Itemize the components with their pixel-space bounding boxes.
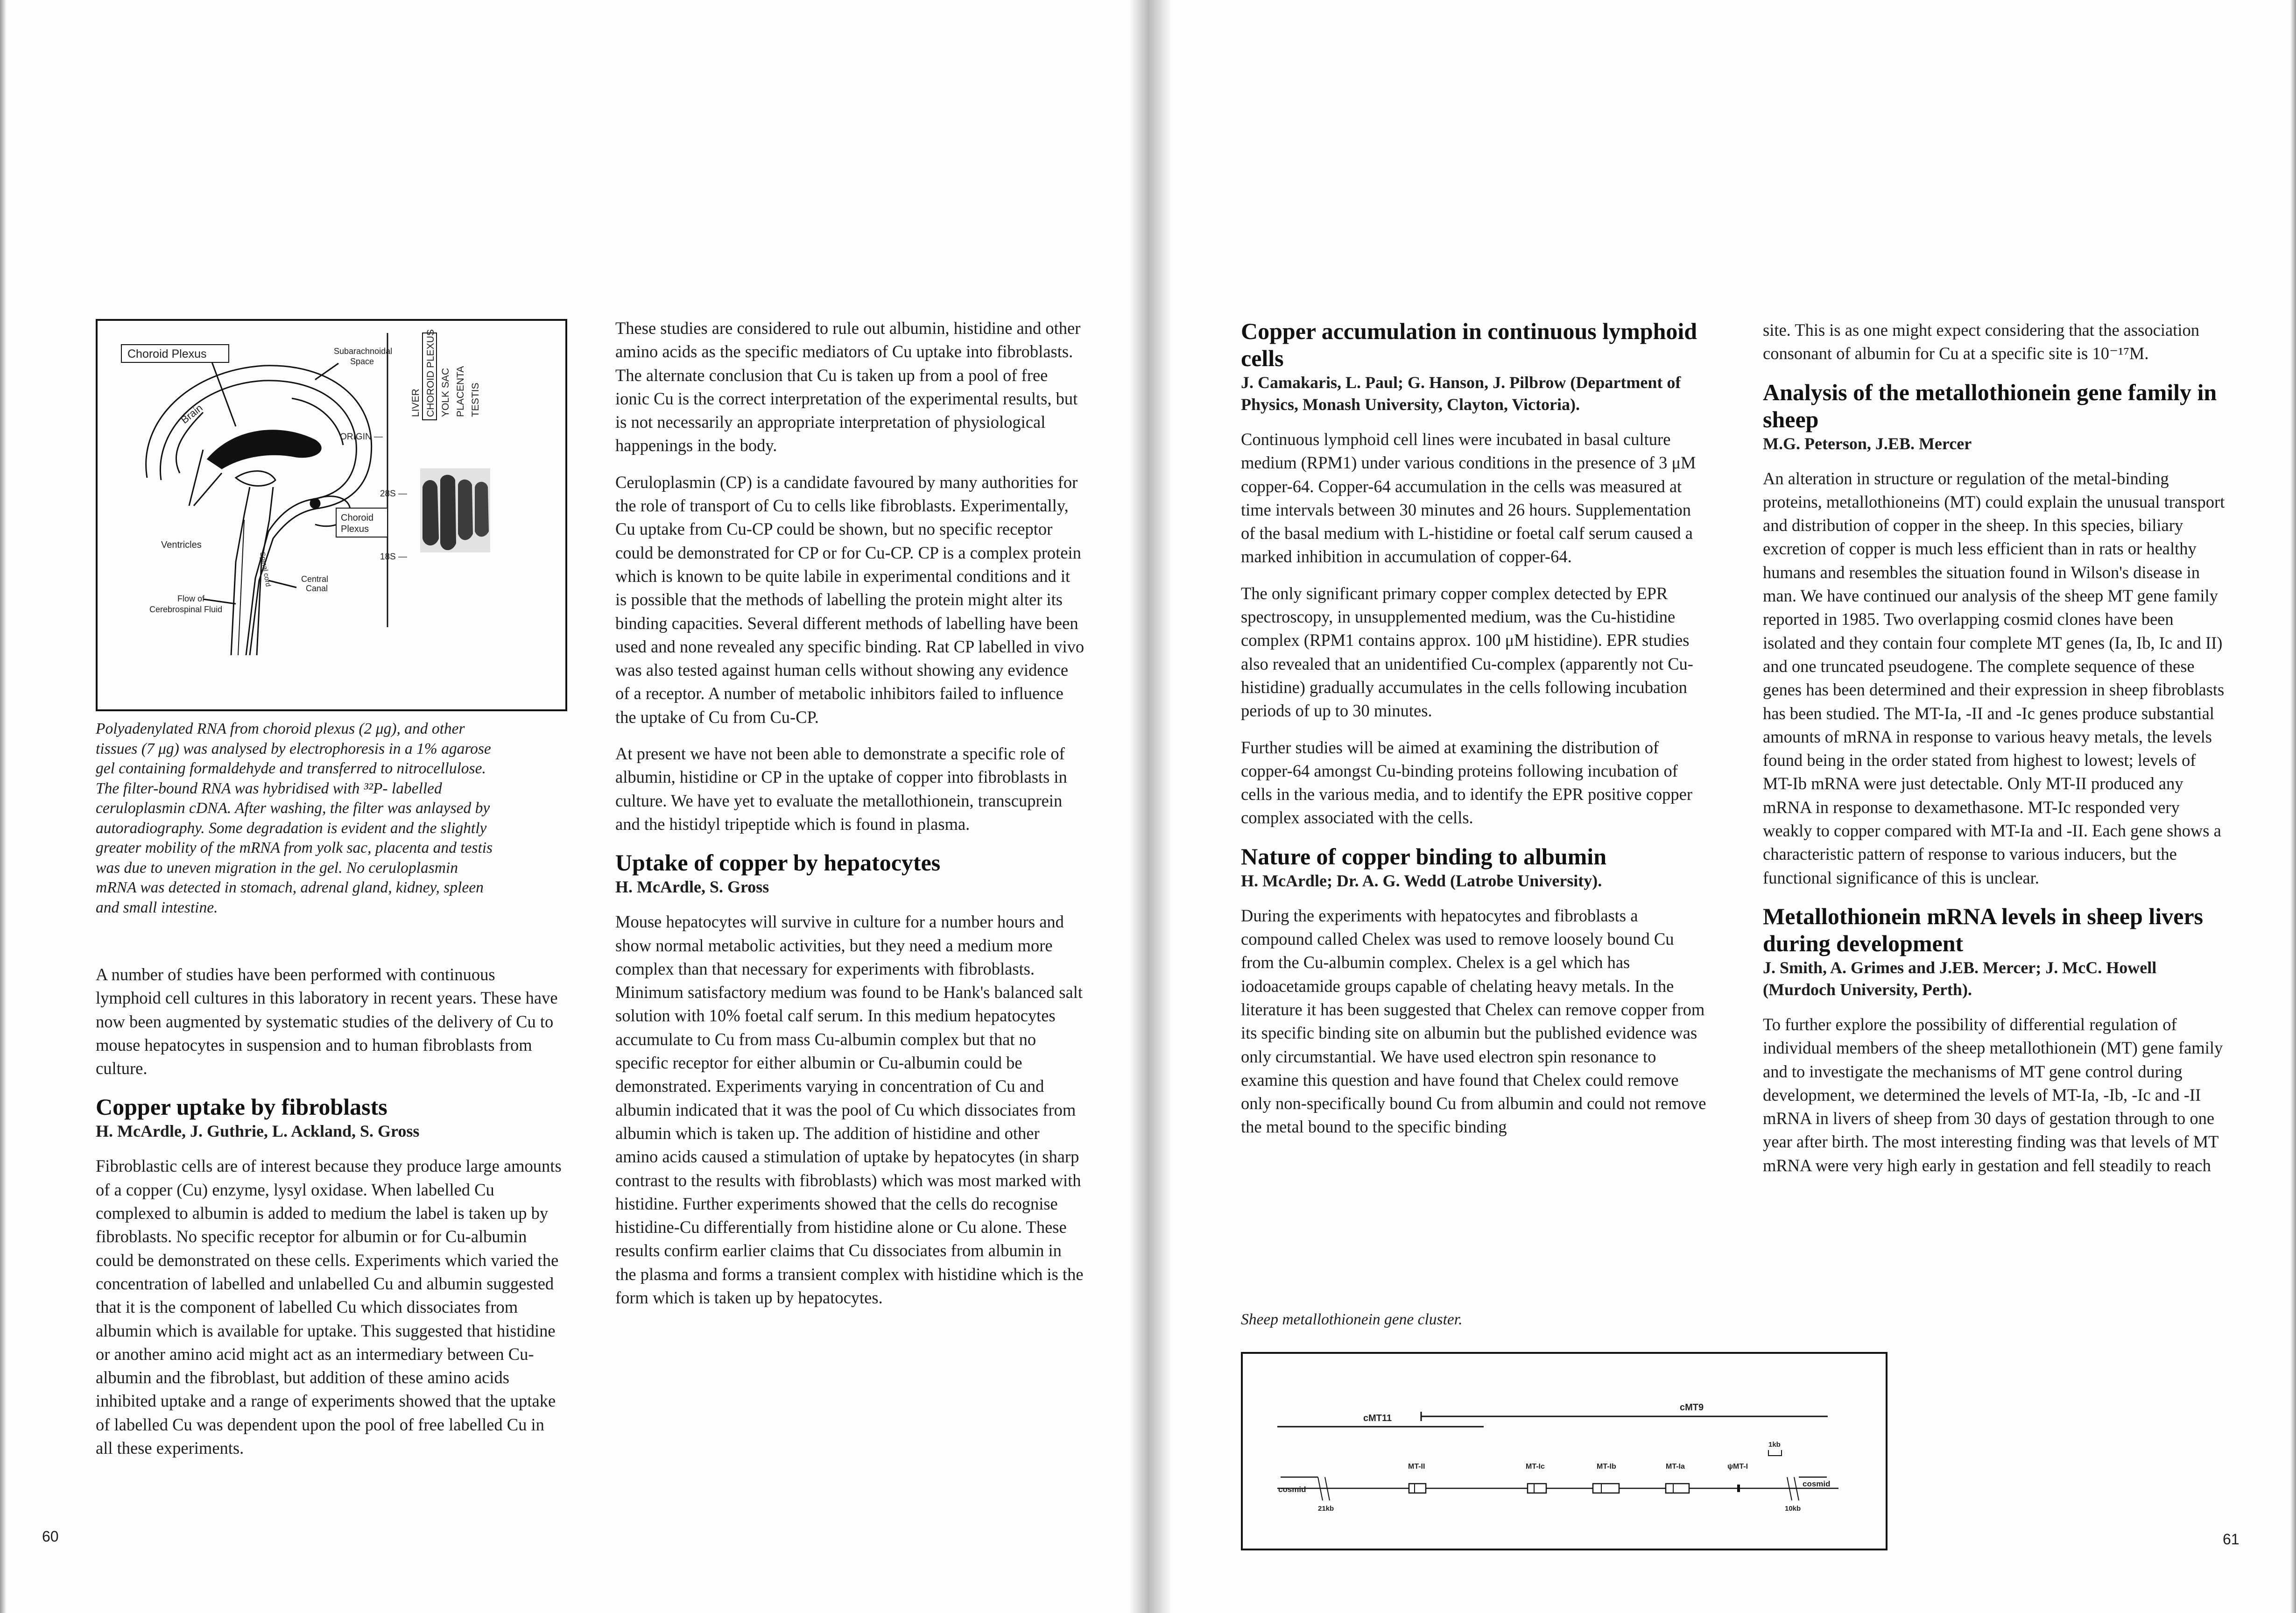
label-spinal: Spinal cord xyxy=(258,551,272,587)
gene-box-mt-ib xyxy=(1593,1484,1619,1493)
label-central-1: Central xyxy=(301,574,329,584)
authors-fibroblasts: H. McArdle, J. Guthrie, L. Ackland, S. Gross xyxy=(96,1122,420,1141)
cosmid-right-label: cosmid xyxy=(1803,1479,1831,1488)
page-number-right: 61 xyxy=(2223,1531,2240,1548)
gutter-shadow-left xyxy=(1129,0,1148,1613)
left-column-2 xyxy=(615,317,1085,1323)
gene-label-mt-ia: MT-Ia xyxy=(1666,1463,1685,1471)
lane-label-testis: TESTIS xyxy=(470,382,481,417)
kb-right-label: 10kb xyxy=(1785,1505,1801,1513)
marker-origin: ORIGIN — xyxy=(340,432,383,442)
caption-line: and small intestine. xyxy=(96,898,218,916)
label-brain: Brain xyxy=(178,402,205,426)
cmt11-label: cMT11 xyxy=(1363,1413,1392,1423)
albumin-paragraph: During the experiments with hepatocytes and fibroblasts a compound called Chelex was used to remove loosely bound Cu from the Cu-albumin complex. Chelex is a gel which has iodoacetamide groups capable of chelating heavy metals. In the literature it has been suggested that Chelex can remove copper from its specific binding site on albumin but the published evidence was only circumstantial. We have used electron spin resonance to examine this question and have found that Chelex could remove only non-specifically bound Cu from albumin and could not remove the metal bound to the specific binding xyxy=(1241,906,1706,1137)
lane-label-placenta: PLACENTA xyxy=(455,366,466,417)
gene-label-mt-ic: MT-Ic xyxy=(1526,1463,1545,1471)
caption-line: gel containing formaldehyde and transferred to nitrocellulose. xyxy=(96,760,486,777)
figure1-caption xyxy=(96,719,544,918)
figure2-caption-text: Sheep metallothionein gene cluster. xyxy=(1241,1311,1463,1328)
col2-paragraph-2: Ceruloplasmin (CP) is a candidate favoured by many authorities for the role of transport of Cu to cells like fibroblasts. Experimentally, Cu uptake from Cu-CP could be shown, but no specific receptor could be demonstrated for CP or for Cu-CP. CP is a complex protein which is known to be quite labile in experimental conditions and it is possible that the methods of labelling the protein might alter its binding capacities. Several different methods of labelling have been used and none revealed any specific binding. Rat CP labelled in vivo was also tested against human cells without showing any evidence of a receptor. A number of metabolic inhibitors failed to influence the uptake of Cu from Cu-CP. xyxy=(615,472,1085,727)
caption-line: Polyadenylated RNA from choroid plexus (2 μg), and other xyxy=(96,720,465,737)
choroid-top-pointer xyxy=(210,357,236,426)
cmt9-label: cMT9 xyxy=(1680,1402,1704,1413)
col2-paragraph-3: At present we have not been able to demonstrate a specific role of albumin, histidine or CP in the uptake of copper into fibroblasts in culture. We have yet to evaluate the metallothionein, transcuprein and the histidyl tripeptide which is found in plasma. xyxy=(615,744,1067,834)
marker-18s: 18S — xyxy=(380,552,407,562)
ventricle-pointer-2 xyxy=(194,473,222,506)
gene-label-mt-ii: MT-II xyxy=(1408,1463,1425,1471)
heading-fibroblasts: Copper uptake by fibroblasts xyxy=(96,1094,387,1120)
page-number-left: 60 xyxy=(42,1528,59,1545)
caption-line: mRNA was detected in stomach, adrenal gland, kidney, spleen xyxy=(96,879,484,896)
caption-line: ceruloplasmin cDNA. After washing, the filter was anlaysed by xyxy=(96,799,490,817)
heading-mt-development: Metallothionein mRNA levels in sheep livers during development xyxy=(1763,903,2203,956)
spinal-cord-left xyxy=(231,487,250,655)
lateral-ventricle xyxy=(208,431,321,468)
label-choroid-right-1: Choroid xyxy=(341,513,374,523)
heading-hepatocytes: Uptake of copper by hepatocytes xyxy=(615,849,941,876)
choroid-plexus-dot xyxy=(310,499,320,508)
cosmid-left-label: cosmid xyxy=(1278,1485,1306,1494)
gene-cluster-frame xyxy=(1242,1353,1887,1549)
gene-box-mt-ii xyxy=(1409,1484,1426,1493)
figure-gene-cluster xyxy=(1241,1352,1888,1550)
lane-label-yolk-sac: YOLK SAC xyxy=(440,368,451,417)
right-edge-shadow xyxy=(2290,0,2296,1613)
col2-paragraph-1: These studies are considered to rule out albumin, histidine and other amino acids as the specific mediators of Cu uptake into fibroblasts. The alternate conclusion that Cu is taken up from a pool of free ionic Cu is the correct interpretation of the experimental results, but is not necessarily an appropriate interpretation of physiological happenings in the body. xyxy=(615,318,1081,455)
intro-paragraph: A number of studies have been performed with continuous lymphoid cell cultures in this laboratory in recent years. These have now been augmented by systematic studies of the delivery of Cu to mouse hepatocytes in suspension and to human fibroblasts from culture. xyxy=(96,965,558,1078)
lane-label-liver: LIVER xyxy=(410,389,421,417)
gel-smear xyxy=(420,468,490,552)
right-column-1 xyxy=(1241,318,1708,1152)
heading-mt-gene-family: Analysis of the metallothionein gene family in sheep xyxy=(1763,379,2217,432)
caption-line: tissues (7 μg) was analysed by electrophoresis in a 1% agarose xyxy=(96,740,491,757)
scale-label: 1kb xyxy=(1768,1441,1781,1449)
mt-gene-family-paragraph: An alteration in structure or regulation of the metal-binding proteins, metallothioneins (MT) could explain the unusual transport and distribution of copper in the sheep. In this species, biliary excretion of copper is much less efficient than in rats or healthy humans and resembles the situation found in Wilson's disease in man. We have continued our analysis of the sheep MT gene family reported in 1985. Two overlapping cosmid clones have been isolated and they contain four complete MT genes (Ia, Ib, Ic and II) and one truncated pseudogene. The complete sequence of these genes has been determined and their expression in sheep fibroblasts has been studied. The MT-Ia, -II and -Ic genes produce substantial amounts of mRNA in response to various heavy metals, the levels found being in the order stated from highest to lowest; levels of MT-Ib mRNA were just detectable. Only MT-II produced any mRNA in response to dexamethasone. MT-Ic responded very weakly to copper compared with MT-Ia and -II. Each gene shows a characteristic pattern of response to various inducers, but the functional significance of this is unclear. xyxy=(1763,468,2225,887)
third-ventricle xyxy=(236,471,275,486)
kb-left-label: 21kb xyxy=(1318,1505,1334,1513)
gene-box-psi-mt-i xyxy=(1737,1485,1740,1492)
label-choroid-plexus-top: Choroid Plexus xyxy=(127,347,207,361)
label-ventricles: Ventricles xyxy=(161,540,202,550)
label-flow-2: Cerebrospinal Fluid xyxy=(149,605,223,614)
hepatocytes-paragraph: Mouse hepatocytes will survive in culture for a number hours and show normal metabolic activities, but they need a medium more complex than that necessary for experiments with fibroblasts. Minimum satisfactory medium was found to be Hank's balanced salt solution with 10% foetal calf serum. In this medium hepatocytes accumulate to Cu from mass Cu-albumin complex but that no specific receptor for either albumin or Cu-albumin could be demonstrated. Experiments varying in concentration of Cu and albumin indicated that it was the pool of Cu which dissociates from albumin which is taken up. The addition of histidine and other amino acids caused a stimulation of uptake by hepatocytes (in sharp contrast to the results with fibroblasts) which was most marked with histidine. Further experiments showed that the cells do recognise histidine-Cu differentially from histidine alone or Cu alone. These results confirm earlier claims that Cu dissociates from albumin in the plasma and forms a transient complex with histidine which is the form which is taken up by hepatocytes. xyxy=(615,912,1084,1307)
authors-hepatocytes: H. McArdle, S. Gross xyxy=(615,877,769,897)
gene-box-mt-ic xyxy=(1528,1484,1546,1493)
heading-lymphoid: Copper accumulation in continuous lymphoid cells xyxy=(1241,318,1697,371)
right-page xyxy=(1148,0,2296,1613)
caption-line: was due to uneven migration in the gel. No ceruloplasmin xyxy=(96,859,458,877)
gene-label-mt-ib: MT-Ib xyxy=(1597,1463,1616,1471)
authors-albumin: H. McArdle; Dr. A. G. Wedd (Latrobe University). xyxy=(1241,871,1602,890)
gene-label-psi-mt-i: ψMT-I xyxy=(1727,1463,1748,1471)
label-choroid-right-2: Plexus xyxy=(341,524,369,534)
lane-label-choroid: CHOROID PLEXUS xyxy=(425,329,436,417)
mt-development-paragraph: To further explore the possibility of differential regulation of individual members of the sheep metallothionein (MT) gene family and to investigate the mechanisms of MT gene control during development, we determined the levels of MT-Ia, -Ib, -Ic and -II mRNA in livers of sheep from 30 days of gestation through to one year after birth. The most interesting finding was that levels of MT mRNA were very high early in gestation and fell steadily to reach xyxy=(1763,1014,2223,1175)
central-canal-pointer xyxy=(268,580,296,587)
authors-lymphoid: J. Camakaris, L. Paul; G. Hanson, J. Pilbrow (Department of Physics, Monash University, Clayton, Victoria). xyxy=(1241,373,1681,414)
figure-frame xyxy=(97,320,566,710)
gene-box-mt-ia xyxy=(1666,1484,1689,1493)
label-space: Space xyxy=(350,357,374,366)
caption-line: greater mobility of the mRNA from yolk sac, placenta and testis xyxy=(96,839,493,856)
flow-pointer xyxy=(203,599,236,604)
label-subarachnoid: Subarachnoidal xyxy=(334,347,393,356)
albumin-continued: site. This is as one might expect considering that the association consonant of albumin for Cu at a specific site is 10⁻¹⁷M. xyxy=(1763,320,2199,363)
marker-28s: 28S — xyxy=(380,489,407,499)
scale-bar xyxy=(1768,1450,1782,1456)
fibroblasts-paragraph: Fibroblastic cells are of interest because they produce large amounts of a copper (Cu) enzyme, lysyl oxidase. When labelled Cu complexed to albumin is added to medium the label is taken up by fibroblasts. No specific receptor for albumin or for Cu-albumin could be demonstrated on these cells. Experiments which varied the concentration of labelled and unlabelled Cu and albumin suggested that it is the component of labelled Cu which dissociates from albumin which is available for uptake. This suggested that histidine or another amino acid might act as an intermediary between Cu-albumin and the fibroblast, but addition of these amino acids inhibited uptake and a range of experiments showed that the uptake of labelled Cu was dependent upon the pool of free labelled Cu in all these experiments. xyxy=(96,1156,562,1458)
gene-cluster-svg xyxy=(1241,1352,1888,1550)
figure2-caption xyxy=(1241,1310,1661,1330)
right-column-2 xyxy=(1763,318,2230,1190)
authors-mt-gene-family: M.G. Peterson, J.EB. Mercer xyxy=(1763,434,1972,453)
lymphoid-paragraph-2: The only significant primary copper complex detected by EPR spectroscopy, in unsupplemented medium, was the Cu-histidine complex (RPM1 contains approx. 100 μM histidine). EPR studies also revealed that an unidentified Cu-complex (apparently not Cu-histidine) gradually accumulates in the cells following incubation periods of up to 30 minutes. xyxy=(1241,583,1693,721)
label-flow-1: Flow of xyxy=(177,594,205,603)
figure-choroid-plexus-svg xyxy=(96,319,567,711)
authors-mt-development: J. Smith, A. Grimes and J.EB. Mercer; J. McC. Howell (Murdoch University, Perth). xyxy=(1763,958,2157,999)
figure-choroid-plexus xyxy=(96,319,567,711)
gutter-shadow-right xyxy=(1148,0,1171,1613)
label-central-2: Canal xyxy=(306,584,328,593)
lymphoid-paragraph-3: Further studies will be aimed at examining the distribution of copper-64 amongst Cu-binding proteins following incubation of cells in the various media, and to identify the EPR positive copper complex associated with the cells. xyxy=(1241,737,1693,828)
heading-albumin: Nature of copper binding to albumin xyxy=(1241,843,1607,870)
caption-line: autoradiography. Some degradation is evident and the slightly xyxy=(96,819,487,837)
caption-line: The filter-bound RNA was hybridised with ³²P- labelled xyxy=(96,779,442,797)
lymphoid-paragraph-1: Continuous lymphoid cell lines were incubated in basal culture medium (RPM1) under various conditions in the presence of 3 μM copper-64. Copper-64 accumulation in the cells was measured at time intervals between 30 minutes and 26 hours. Supplementation of the basal medium with L-histidine or foetal calf serum caused a marked inhibition in accumulation of copper-64. xyxy=(1241,430,1696,566)
left-edge-shadow xyxy=(0,0,7,1613)
left-column-1 xyxy=(96,963,563,1473)
